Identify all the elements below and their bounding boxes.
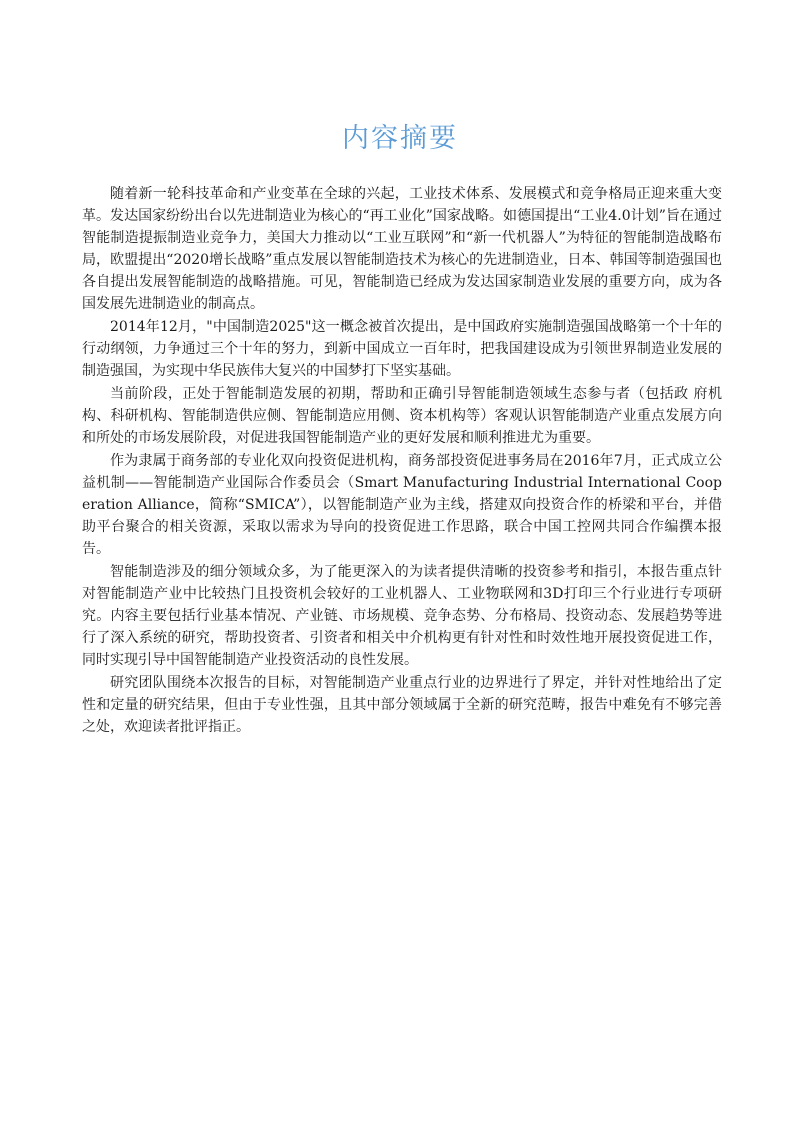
paragraph-current-stage: 当前阶段，正处于智能制造发展的初期，帮助和正确引导智能制造领域生态参与者（包括政 府机构、科研机构、智能制造供应侧、智能制造应用侧、资本机构等）客观认识智能制造产业重点发展方向和所处的市场发展阶段，对促进我国智能制造产业的更好发展和顺利推进尤为重要。 bbox=[82, 386, 722, 446]
paragraph-smica: 作为隶属于商务部的专业化双向投资促进机构，商务部投资促进事务局在2016年7月，正式成立公益机制——智能制造产业国际合作委员会（Smart Manufacturing Industrial International Cooperation Alliance，简称“SMICA”），以智能制造产业为主线，搭建双向投资合作的桥梁和平台，并借助平台聚合的相关资源，采取以需求为导向的投资促进工作思路，联合中国工控网共同合作编撰本报告。 bbox=[82, 453, 722, 557]
paragraph-made-in-china-2025: 2014年12月，"中国制造2025"这一概念被首次提出，是中国政府实施制造强国战略第一个十年的行动纲领，力争通过三个十年的努力，到新中国成立一百年时，把我国建设成为引领世界制造业发展的制造强国，为实现中华民族伟大复兴的中国梦打下坚实基础。 bbox=[82, 319, 722, 379]
page-title: 内容摘要 bbox=[342, 123, 458, 154]
paragraph-intro: 随着新一轮科技革命和产业变革在全球的兴起，工业技术体系、发展模式和竞争格局正迎来重大变革。发达国家纷纷出台以先进制造业为核心的“再工业化”国家战略。如德国提出“工业4.0计划”旨在通过智能制造提振制造业竞争力，美国大力推动以“工业互联网”和“新一代机器人”为特征的智能制造战略布局，欧盟提出“2020增长战略”重点发展以智能制造技术为核心的先进制造业，日本、韩国等制造强国也各自提出发展智能制造的战略措施。可见，智能制造已经成为发达国家制造业发展的重要方向，成为各国发展先进制造业的制高点。 bbox=[82, 186, 722, 312]
paragraph-closing: 研究团队围绕本次报告的目标，对智能制造产业重点行业的边界进行了界定，并针对性地给出了定性和定量的研究结果，但由于专业性强，且其中部分领域属于全新的研究范畴，报告中难免有不够完善之处，欢迎读者批评指正。 bbox=[82, 675, 722, 735]
paragraph-report-scope: 智能制造涉及的细分领域众多，为了能更深入的为读者提供清晰的投资参考和指引，本报告重点针对智能制造产业中比较热门且投资机会较好的工业机器人、工业物联网和3D打印三个行业进行专项研究。内容主要包括行业基本情况、产业链、市场规模、竞争态势、分布格局、投资动态、发展趋势等进行了深入系统的研究，帮助投资者、引资者和相关中介机构更有针对性和时效性地开展投资促进工作，同时实现引导中国智能制造产业投资活动的良性发展。 bbox=[82, 564, 722, 668]
summary-body bbox=[82, 183, 722, 739]
